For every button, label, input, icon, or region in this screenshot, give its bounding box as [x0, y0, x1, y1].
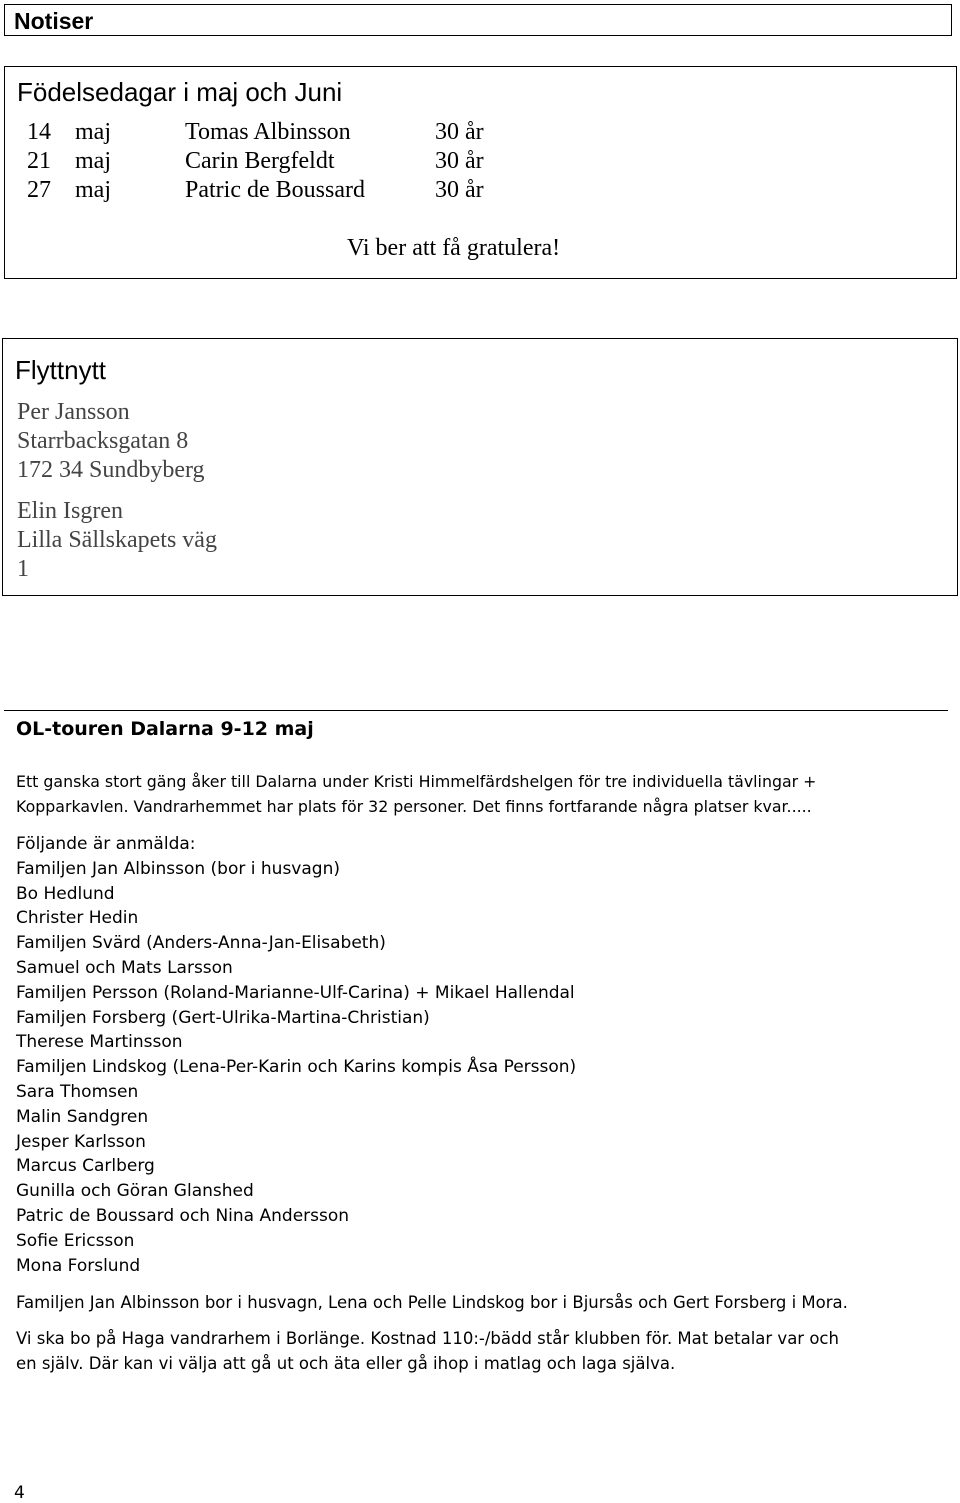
list-item: Jesper Karlsson	[16, 1131, 146, 1152]
list-item: Gunilla och Göran Glanshed	[16, 1181, 254, 1202]
birthday-month: maj	[75, 119, 111, 145]
list-item: Familjen Persson (Roland-Marianne-Ulf-Carina) + Mikael Hallendal	[16, 982, 575, 1003]
birthday-name: Carin Bergfeldt	[185, 148, 335, 174]
section-header-box	[4, 4, 952, 36]
section-title: Notiser	[14, 8, 94, 34]
list-item: Mona Forslund	[16, 1255, 141, 1276]
address-line: 172 34 Sundbyberg	[17, 457, 205, 483]
list-item: Patric de Boussard och Nina Andersson	[16, 1205, 350, 1226]
stay-line: en själv. Där kan vi välja att gå ut och äta eller gå ihop i matlag och laga själva.	[16, 1353, 676, 1373]
list-item: Familjen Jan Albinsson (bor i husvagn)	[16, 858, 340, 879]
ol-touren-title: OL-touren Dalarna 9-12 maj	[16, 718, 314, 740]
birthday-day: 14	[27, 119, 51, 145]
birthdays-box	[4, 66, 957, 279]
section-divider	[4, 710, 948, 711]
address-line: Starrbacksgatan 8	[17, 428, 189, 454]
list-item: Samuel och Mats Larsson	[16, 957, 233, 978]
birthday-name: Tomas Albinsson	[185, 119, 351, 145]
list-item: Sara Thomsen	[16, 1081, 139, 1102]
birthday-age: 30 år	[435, 177, 484, 203]
list-item: Sofie Ericsson	[16, 1230, 135, 1251]
birthday-name: Patric de Boussard	[185, 177, 365, 203]
registered-label: Följande är anmälda:	[16, 834, 196, 854]
participant-list	[16, 832, 576, 1278]
list-item: Marcus Carlberg	[16, 1156, 155, 1177]
list-item: Bo Hedlund	[16, 883, 115, 904]
address-line: Per Jansson	[17, 399, 130, 425]
address-line: Lilla Sällskapets väg	[17, 527, 217, 553]
birthday-age: 30 år	[435, 119, 484, 145]
intro-line: Ett ganska stort gäng åker till Dalarna under Kristi Himmelfärdshelgen för tre individuella tävlingar +	[16, 772, 817, 791]
list-item: Familjen Forsberg (Gert-Ulrika-Martina-Christian)	[16, 1007, 430, 1028]
list-item: Christer Hedin	[16, 908, 139, 929]
birthday-day: 27	[27, 177, 51, 203]
stay-line: Vi ska bo på Haga vandrarhem i Borlänge. Kostnad 110:-/bädd står klubben för. Mat betalar var och	[16, 1329, 839, 1348]
birthday-month: maj	[75, 148, 111, 174]
list-item: Familjen Lindskog (Lena-Per-Karin och Karins kompis Åsa Persson)	[16, 1057, 577, 1078]
list-item: Therese Martinsson	[16, 1032, 183, 1053]
family-note: Familjen Jan Albinsson bor i husvagn, Lena och Pelle Lindskog bor i Bjursås och Gert Forsberg i Mora.	[16, 1293, 848, 1312]
moves-heading: Flyttnytt	[15, 355, 107, 385]
intro-line: Kopparkavlen. Vandrarhemmet har plats för 32 personer. Det finns fortfarande några platser kvar.....	[16, 796, 812, 816]
address-line: 1	[17, 556, 29, 582]
birthday-age: 30 år	[435, 148, 484, 174]
ol-touren-intro	[16, 770, 816, 820]
list-item: Familjen Svärd (Anders-Anna-Jan-Elisabeth)	[16, 933, 386, 954]
address-line: Elin Isgren	[17, 498, 123, 524]
moves-box	[2, 338, 958, 596]
birthday-day: 21	[27, 148, 51, 174]
birthday-month: maj	[75, 177, 111, 203]
congrats-text: Vi ber att få gratulera!	[347, 235, 561, 261]
page-number: 4	[14, 1483, 25, 1503]
list-item: Malin Sandgren	[16, 1106, 149, 1127]
stay-info	[16, 1327, 839, 1377]
birthdays-heading: Födelsedagar i maj och Juni	[17, 77, 343, 107]
